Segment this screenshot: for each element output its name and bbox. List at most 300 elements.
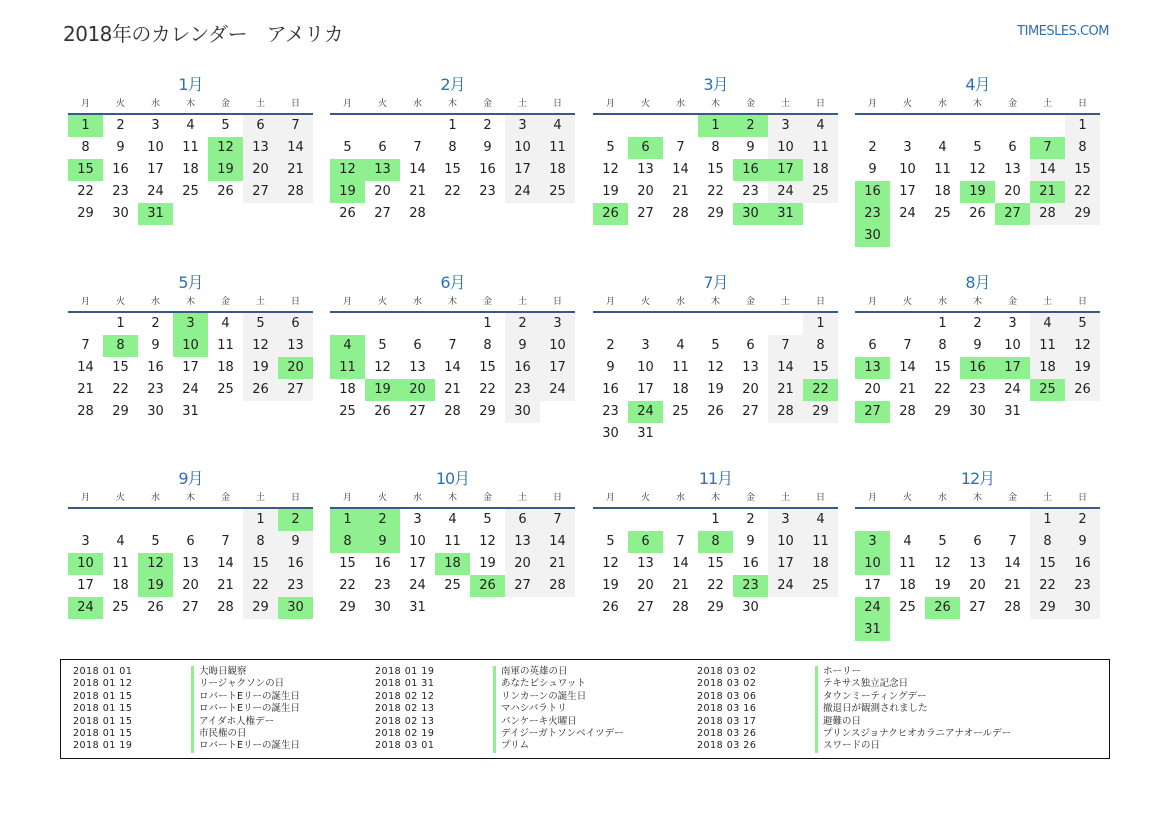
holiday-day-cell[interactable]: 2 (733, 115, 768, 137)
day-cell[interactable]: 15 (1065, 159, 1100, 181)
day-cell[interactable]: 12 (602, 556, 619, 571)
day-cell[interactable]: 17 (505, 159, 540, 181)
day-cell[interactable]: 11 (803, 137, 838, 159)
day-cell[interactable]: 29 (934, 404, 951, 419)
day-cell[interactable]: 1 (448, 118, 457, 133)
holiday-day-cell[interactable]: 7 (1030, 137, 1065, 159)
day-cell[interactable]: 11 (217, 338, 234, 353)
holiday-day-cell[interactable]: 10 (173, 335, 208, 357)
day-cell[interactable]: 18 (672, 382, 689, 397)
day-cell[interactable]: 24 (1004, 382, 1021, 397)
day-cell[interactable]: 17 (147, 162, 164, 177)
day-cell[interactable]: 6 (505, 509, 540, 531)
day-cell[interactable]: 28 (1030, 203, 1065, 225)
day-cell[interactable]: 27 (742, 404, 759, 419)
holiday-day-cell[interactable]: 1 (68, 115, 103, 137)
day-cell[interactable]: 31 (637, 426, 654, 441)
day-cell[interactable]: 5 (711, 338, 720, 353)
day-cell[interactable]: 20 (374, 184, 391, 199)
day-cell[interactable]: 29 (112, 404, 129, 419)
day-cell[interactable]: 13 (182, 556, 199, 571)
day-cell[interactable]: 22 (444, 184, 461, 199)
day-cell[interactable]: 22 (339, 578, 356, 593)
holiday-day-cell[interactable]: 3 (173, 313, 208, 335)
holiday-day-cell[interactable]: 11 (330, 357, 365, 379)
day-cell[interactable]: 28 (768, 401, 803, 423)
day-cell[interactable]: 15 (444, 162, 461, 177)
day-cell[interactable]: 8 (938, 338, 947, 353)
day-cell[interactable]: 26 (243, 379, 278, 401)
holiday-day-cell[interactable]: 15 (68, 159, 103, 181)
day-cell[interactable]: 17 (182, 360, 199, 375)
day-cell[interactable]: 23 (147, 382, 164, 397)
day-cell[interactable]: 3 (768, 115, 803, 137)
day-cell[interactable]: 11 (182, 140, 199, 155)
day-cell[interactable]: 17 (864, 578, 881, 593)
day-cell[interactable]: 23 (602, 404, 619, 419)
day-cell[interactable]: 6 (973, 534, 982, 549)
day-cell[interactable]: 4 (540, 115, 575, 137)
day-cell[interactable]: 25 (934, 206, 951, 221)
day-cell[interactable]: 21 (444, 382, 461, 397)
day-cell[interactable]: 10 (637, 360, 654, 375)
day-cell[interactable]: 28 (672, 600, 689, 615)
day-cell[interactable]: 29 (479, 404, 496, 419)
day-cell[interactable]: 24 (540, 379, 575, 401)
holiday-day-cell[interactable]: 22 (803, 379, 838, 401)
day-cell[interactable]: 7 (676, 534, 685, 549)
day-cell[interactable]: 14 (444, 360, 461, 375)
holiday-day-cell[interactable]: 9 (365, 531, 400, 553)
day-cell[interactable]: 5 (343, 140, 352, 155)
day-cell[interactable]: 4 (676, 338, 685, 353)
day-cell[interactable]: 9 (278, 531, 313, 553)
day-cell[interactable]: 2 (973, 316, 982, 331)
day-cell[interactable]: 13 (637, 556, 654, 571)
day-cell[interactable]: 14 (672, 162, 689, 177)
day-cell[interactable]: 15 (112, 360, 129, 375)
day-cell[interactable]: 27 (374, 206, 391, 221)
holiday-day-cell[interactable]: 31 (768, 203, 803, 225)
day-cell[interactable]: 21 (409, 184, 426, 199)
day-cell[interactable]: 13 (409, 360, 426, 375)
holiday-day-cell[interactable]: 24 (68, 597, 103, 619)
day-cell[interactable]: 10 (899, 162, 916, 177)
day-cell[interactable]: 11 (899, 556, 916, 571)
holiday-day-cell[interactable]: 18 (435, 553, 470, 575)
day-cell[interactable]: 10 (540, 335, 575, 357)
day-cell[interactable]: 16 (112, 162, 129, 177)
day-cell[interactable]: 1 (1030, 509, 1065, 531)
day-cell[interactable]: 28 (278, 181, 313, 203)
day-cell[interactable]: 13 (243, 137, 278, 159)
day-cell[interactable]: 5 (243, 313, 278, 335)
day-cell[interactable]: 24 (409, 578, 426, 593)
day-cell[interactable]: 3 (81, 534, 90, 549)
day-cell[interactable]: 16 (505, 357, 540, 379)
day-cell[interactable]: 4 (803, 509, 838, 531)
holiday-day-cell[interactable]: 21 (1030, 181, 1065, 203)
day-cell[interactable]: 7 (448, 338, 457, 353)
day-cell[interactable]: 12 (934, 556, 951, 571)
day-cell[interactable]: 2 (116, 118, 125, 133)
day-cell[interactable]: 10 (768, 531, 803, 553)
day-cell[interactable]: 8 (448, 140, 457, 155)
day-cell[interactable]: 2 (483, 118, 492, 133)
holiday-day-cell[interactable]: 26 (470, 575, 505, 597)
holiday-day-cell[interactable]: 31 (855, 619, 890, 641)
day-cell[interactable]: 11 (1030, 335, 1065, 357)
day-cell[interactable]: 7 (768, 335, 803, 357)
day-cell[interactable]: 9 (606, 360, 615, 375)
day-cell[interactable]: 31 (409, 600, 426, 615)
day-cell[interactable]: 4 (903, 534, 912, 549)
day-cell[interactable]: 7 (221, 534, 230, 549)
day-cell[interactable]: 14 (1030, 159, 1065, 181)
day-cell[interactable]: 18 (540, 159, 575, 181)
day-cell[interactable]: 21 (768, 379, 803, 401)
day-cell[interactable]: 21 (217, 578, 234, 593)
day-cell[interactable]: 13 (742, 360, 759, 375)
day-cell[interactable]: 27 (278, 379, 313, 401)
day-cell[interactable]: 29 (243, 597, 278, 619)
day-cell[interactable]: 26 (707, 404, 724, 419)
day-cell[interactable]: 18 (1030, 357, 1065, 379)
holiday-day-cell[interactable]: 30 (733, 203, 768, 225)
day-cell[interactable]: 15 (243, 553, 278, 575)
holiday-day-cell[interactable]: 16 (733, 159, 768, 181)
holiday-day-cell[interactable]: 1 (698, 115, 733, 137)
holiday-day-cell[interactable]: 25 (1030, 379, 1065, 401)
day-cell[interactable]: 13 (637, 162, 654, 177)
day-cell[interactable]: 8 (803, 335, 838, 357)
day-cell[interactable]: 5 (1065, 313, 1100, 335)
day-cell[interactable]: 2 (606, 338, 615, 353)
day-cell[interactable]: 3 (1008, 316, 1017, 331)
day-cell[interactable]: 4 (116, 534, 125, 549)
day-cell[interactable]: 1 (711, 512, 720, 527)
holiday-day-cell[interactable]: 10 (855, 553, 890, 575)
day-cell[interactable]: 23 (479, 184, 496, 199)
day-cell[interactable]: 28 (672, 206, 689, 221)
day-cell[interactable]: 11 (803, 531, 838, 553)
day-cell[interactable]: 10 (505, 137, 540, 159)
day-cell[interactable]: 14 (768, 357, 803, 379)
holiday-day-cell[interactable]: 4 (330, 335, 365, 357)
day-cell[interactable]: 29 (1065, 203, 1100, 225)
holiday-day-cell[interactable]: 16 (855, 181, 890, 203)
day-cell[interactable]: 2 (746, 512, 755, 527)
day-cell[interactable]: 5 (378, 338, 387, 353)
day-cell[interactable]: 21 (77, 382, 94, 397)
day-cell[interactable]: 9 (746, 534, 755, 549)
day-cell[interactable]: 20 (505, 553, 540, 575)
day-cell[interactable]: 14 (409, 162, 426, 177)
holiday-day-cell[interactable]: 24 (628, 401, 663, 423)
day-cell[interactable]: 27 (409, 404, 426, 419)
day-cell[interactable]: 18 (899, 578, 916, 593)
day-cell[interactable]: 18 (217, 360, 234, 375)
day-cell[interactable]: 14 (540, 531, 575, 553)
holiday-day-cell[interactable]: 10 (68, 553, 103, 575)
day-cell[interactable]: 22 (1065, 181, 1100, 203)
holiday-day-cell[interactable]: 26 (925, 597, 960, 619)
day-cell[interactable]: 9 (868, 162, 877, 177)
day-cell[interactable]: 5 (938, 534, 947, 549)
day-cell[interactable]: 7 (413, 140, 422, 155)
day-cell[interactable]: 17 (409, 556, 426, 571)
day-cell[interactable]: 20 (637, 184, 654, 199)
day-cell[interactable]: 25 (112, 600, 129, 615)
day-cell[interactable]: 21 (672, 184, 689, 199)
day-cell[interactable]: 11 (934, 162, 951, 177)
day-cell[interactable]: 7 (1008, 534, 1017, 549)
day-cell[interactable]: 23 (278, 575, 313, 597)
day-cell[interactable]: 9 (116, 140, 125, 155)
day-cell[interactable]: 21 (899, 382, 916, 397)
day-cell[interactable]: 15 (707, 162, 724, 177)
day-cell[interactable]: 30 (602, 426, 619, 441)
day-cell[interactable]: 6 (413, 338, 422, 353)
day-cell[interactable]: 23 (969, 382, 986, 397)
day-cell[interactable]: 4 (803, 115, 838, 137)
day-cell[interactable]: 7 (676, 140, 685, 155)
day-cell[interactable]: 15 (934, 360, 951, 375)
day-cell[interactable]: 17 (637, 382, 654, 397)
day-cell[interactable]: 7 (903, 338, 912, 353)
day-cell[interactable]: 6 (1008, 140, 1017, 155)
day-cell[interactable]: 11 (672, 360, 689, 375)
day-cell[interactable]: 18 (339, 382, 356, 397)
day-cell[interactable]: 7 (278, 115, 313, 137)
day-cell[interactable]: 10 (147, 140, 164, 155)
day-cell[interactable]: 18 (112, 578, 129, 593)
day-cell[interactable]: 10 (1004, 338, 1021, 353)
day-cell[interactable]: 13 (505, 531, 540, 553)
day-cell[interactable]: 3 (540, 313, 575, 335)
day-cell[interactable]: 16 (742, 556, 759, 571)
day-cell[interactable]: 18 (182, 162, 199, 177)
day-cell[interactable]: 11 (112, 556, 129, 571)
day-cell[interactable]: 25 (339, 404, 356, 419)
day-cell[interactable]: 9 (973, 338, 982, 353)
day-cell[interactable]: 24 (505, 181, 540, 203)
day-cell[interactable]: 29 (1030, 597, 1065, 619)
day-cell[interactable]: 26 (217, 184, 234, 199)
day-cell[interactable]: 14 (899, 360, 916, 375)
day-cell[interactable]: 8 (711, 140, 720, 155)
day-cell[interactable]: 3 (505, 115, 540, 137)
day-cell[interactable]: 9 (746, 140, 755, 155)
day-cell[interactable]: 16 (602, 382, 619, 397)
day-cell[interactable]: 25 (803, 575, 838, 597)
day-cell[interactable]: 17 (77, 578, 94, 593)
day-cell[interactable]: 6 (243, 115, 278, 137)
day-cell[interactable]: 13 (278, 335, 313, 357)
day-cell[interactable]: 16 (1065, 553, 1100, 575)
day-cell[interactable]: 18 (934, 184, 951, 199)
day-cell[interactable]: 25 (672, 404, 689, 419)
day-cell[interactable]: 21 (1004, 578, 1021, 593)
day-cell[interactable]: 3 (641, 338, 650, 353)
day-cell[interactable]: 23 (742, 184, 759, 199)
day-cell[interactable]: 5 (151, 534, 160, 549)
day-cell[interactable]: 21 (278, 159, 313, 181)
day-cell[interactable]: 20 (1004, 184, 1021, 199)
day-cell[interactable]: 26 (602, 600, 619, 615)
day-cell[interactable]: 8 (81, 140, 90, 155)
holiday-day-cell[interactable]: 19 (138, 575, 173, 597)
day-cell[interactable]: 25 (540, 181, 575, 203)
holiday-day-cell[interactable]: 2 (365, 509, 400, 531)
day-cell[interactable]: 28 (1004, 600, 1021, 615)
day-cell[interactable]: 28 (409, 206, 426, 221)
day-cell[interactable]: 29 (803, 401, 838, 423)
day-cell[interactable]: 7 (81, 338, 90, 353)
day-cell[interactable]: 3 (151, 118, 160, 133)
day-cell[interactable]: 12 (969, 162, 986, 177)
day-cell[interactable]: 26 (339, 206, 356, 221)
holiday-day-cell[interactable]: 27 (855, 401, 890, 423)
holiday-day-cell[interactable]: 20 (400, 379, 435, 401)
day-cell[interactable]: 19 (602, 184, 619, 199)
day-cell[interactable]: 26 (147, 600, 164, 615)
day-cell[interactable]: 2 (868, 140, 877, 155)
day-cell[interactable]: 30 (374, 600, 391, 615)
day-cell[interactable]: 16 (147, 360, 164, 375)
day-cell[interactable]: 4 (448, 512, 457, 527)
day-cell[interactable]: 5 (221, 118, 230, 133)
day-cell[interactable]: 15 (339, 556, 356, 571)
day-cell[interactable]: 22 (707, 578, 724, 593)
day-cell[interactable]: 27 (182, 600, 199, 615)
day-cell[interactable]: 30 (112, 206, 129, 221)
holiday-day-cell[interactable]: 19 (960, 181, 995, 203)
day-cell[interactable]: 30 (505, 401, 540, 423)
day-cell[interactable]: 19 (934, 578, 951, 593)
holiday-day-cell[interactable]: 31 (138, 203, 173, 225)
day-cell[interactable]: 19 (707, 382, 724, 397)
day-cell[interactable]: 27 (243, 181, 278, 203)
holiday-day-cell[interactable]: 6 (628, 137, 663, 159)
day-cell[interactable]: 27 (637, 206, 654, 221)
holiday-day-cell[interactable]: 19 (330, 181, 365, 203)
holiday-day-cell[interactable]: 19 (365, 379, 400, 401)
holiday-day-cell[interactable]: 8 (330, 531, 365, 553)
day-cell[interactable]: 17 (768, 553, 803, 575)
holiday-day-cell[interactable]: 30 (855, 225, 890, 247)
day-cell[interactable]: 15 (479, 360, 496, 375)
day-cell[interactable]: 27 (637, 600, 654, 615)
holiday-day-cell[interactable]: 13 (365, 159, 400, 181)
day-cell[interactable]: 3 (413, 512, 422, 527)
holiday-day-cell[interactable]: 3 (855, 531, 890, 553)
day-cell[interactable]: 10 (768, 137, 803, 159)
day-cell[interactable]: 8 (243, 531, 278, 553)
day-cell[interactable]: 28 (217, 600, 234, 615)
day-cell[interactable]: 30 (742, 600, 759, 615)
day-cell[interactable]: 20 (182, 578, 199, 593)
day-cell[interactable]: 23 (1065, 575, 1100, 597)
day-cell[interactable]: 23 (505, 379, 540, 401)
holiday-day-cell[interactable]: 12 (208, 137, 243, 159)
day-cell[interactable]: 6 (186, 534, 195, 549)
holiday-day-cell[interactable]: 16 (960, 357, 995, 379)
day-cell[interactable]: 19 (243, 357, 278, 379)
day-cell[interactable]: 5 (606, 140, 615, 155)
day-cell[interactable]: 24 (768, 575, 803, 597)
day-cell[interactable]: 29 (707, 206, 724, 221)
day-cell[interactable]: 27 (505, 575, 540, 597)
day-cell[interactable]: 28 (77, 404, 94, 419)
day-cell[interactable]: 4 (1030, 313, 1065, 335)
day-cell[interactable]: 22 (112, 382, 129, 397)
holiday-day-cell[interactable]: 6 (628, 531, 663, 553)
day-cell[interactable]: 28 (899, 404, 916, 419)
day-cell[interactable]: 13 (969, 556, 986, 571)
holiday-day-cell[interactable]: 23 (733, 575, 768, 597)
day-cell[interactable]: 2 (151, 316, 160, 331)
day-cell[interactable]: 16 (374, 556, 391, 571)
day-cell[interactable]: 24 (182, 382, 199, 397)
day-cell[interactable]: 6 (746, 338, 755, 353)
day-cell[interactable]: 1 (243, 509, 278, 531)
day-cell[interactable]: 6 (278, 313, 313, 335)
day-cell[interactable]: 16 (479, 162, 496, 177)
day-cell[interactable]: 12 (243, 335, 278, 357)
day-cell[interactable]: 20 (969, 578, 986, 593)
day-cell[interactable]: 30 (969, 404, 986, 419)
day-cell[interactable]: 4 (938, 140, 947, 155)
day-cell[interactable]: 1 (116, 316, 125, 331)
day-cell[interactable]: 18 (803, 553, 838, 575)
day-cell[interactable]: 31 (182, 404, 199, 419)
day-cell[interactable]: 22 (1030, 575, 1065, 597)
day-cell[interactable]: 26 (969, 206, 986, 221)
day-cell[interactable]: 17 (540, 357, 575, 379)
day-cell[interactable]: 25 (803, 181, 838, 203)
day-cell[interactable]: 7 (540, 509, 575, 531)
day-cell[interactable]: 14 (672, 556, 689, 571)
day-cell[interactable]: 1 (1065, 115, 1100, 137)
day-cell[interactable]: 24 (899, 206, 916, 221)
day-cell[interactable]: 10 (409, 534, 426, 549)
day-cell[interactable]: 29 (707, 600, 724, 615)
day-cell[interactable]: 5 (973, 140, 982, 155)
day-cell[interactable]: 8 (1030, 531, 1065, 553)
day-cell[interactable]: 15 (707, 556, 724, 571)
day-cell[interactable]: 1 (483, 316, 492, 331)
holiday-day-cell[interactable]: 30 (278, 597, 313, 619)
day-cell[interactable]: 22 (77, 184, 94, 199)
day-cell[interactable]: 8 (483, 338, 492, 353)
day-cell[interactable]: 20 (742, 382, 759, 397)
day-cell[interactable]: 29 (339, 600, 356, 615)
day-cell[interactable]: 14 (217, 556, 234, 571)
day-cell[interactable]: 3 (768, 509, 803, 531)
day-cell[interactable]: 20 (243, 159, 278, 181)
day-cell[interactable]: 9 (505, 335, 540, 357)
day-cell[interactable]: 25 (899, 600, 916, 615)
holiday-day-cell[interactable]: 17 (768, 159, 803, 181)
day-cell[interactable]: 14 (1004, 556, 1021, 571)
day-cell[interactable]: 1 (803, 313, 838, 335)
holiday-day-cell[interactable]: 27 (995, 203, 1030, 225)
day-cell[interactable]: 14 (77, 360, 94, 375)
day-cell[interactable]: 23 (112, 184, 129, 199)
holiday-day-cell[interactable]: 19 (208, 159, 243, 181)
day-cell[interactable]: 22 (707, 184, 724, 199)
